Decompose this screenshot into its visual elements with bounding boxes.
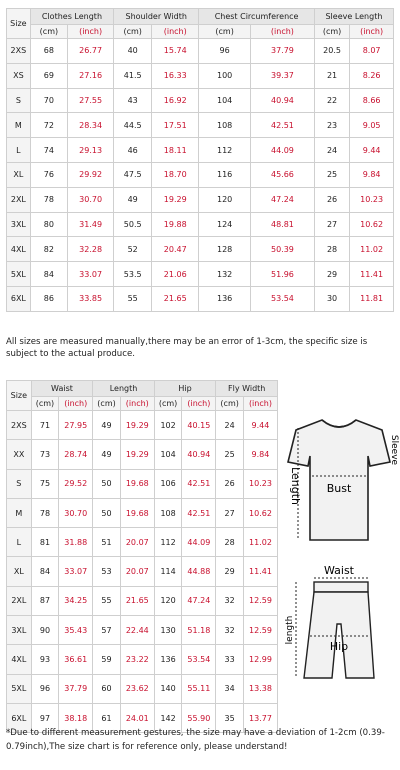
inch-cell: 32.28 bbox=[68, 237, 114, 262]
cm-cell: 24 bbox=[314, 138, 349, 163]
size-cell: S bbox=[7, 88, 31, 113]
inch-cell: 10.23 bbox=[350, 187, 394, 212]
table-row bbox=[7, 674, 278, 703]
inch-cell: 40.94 bbox=[250, 88, 314, 113]
size-cell: 4XL bbox=[7, 237, 31, 262]
table-row bbox=[7, 557, 278, 586]
inch-cell: 15.74 bbox=[152, 39, 199, 64]
inch-cell: 31.49 bbox=[68, 212, 114, 237]
cm-cell: 35 bbox=[216, 703, 244, 732]
group-header: Chest Circumference bbox=[199, 9, 315, 25]
cm-cell: 69 bbox=[30, 63, 67, 88]
cm-cell: 26 bbox=[314, 187, 349, 212]
inch-cell: 27.95 bbox=[59, 411, 93, 440]
inch-cell: 22.44 bbox=[120, 616, 154, 645]
cm-cell: 41.5 bbox=[114, 63, 152, 88]
waist-label: Waist bbox=[323, 564, 355, 577]
cm-cell: 29 bbox=[314, 262, 349, 287]
pants-diagram bbox=[282, 560, 396, 690]
cm-cell: 21 bbox=[314, 63, 349, 88]
cm-cell: 59 bbox=[93, 645, 121, 674]
inch-cell: 8.07 bbox=[350, 39, 394, 64]
cm-cell: 86 bbox=[30, 286, 67, 311]
inch-cell: 40.15 bbox=[182, 411, 216, 440]
cm-cell: 34 bbox=[216, 674, 244, 703]
cm-cell: 28 bbox=[216, 528, 244, 557]
cm-cell: 44.5 bbox=[114, 113, 152, 138]
cm-cell: 53.5 bbox=[114, 262, 152, 287]
cm-cell: 51 bbox=[93, 528, 121, 557]
inch-cell: 28.74 bbox=[59, 440, 93, 469]
cm-cell: 30 bbox=[314, 286, 349, 311]
table-row bbox=[7, 39, 394, 64]
cm-cell: 50 bbox=[93, 498, 121, 527]
inch-cell: 9.84 bbox=[243, 440, 277, 469]
shirt-length-label: Length bbox=[289, 467, 302, 505]
table-row bbox=[7, 528, 278, 557]
inch-cell: 9.84 bbox=[350, 162, 394, 187]
cm-cell: 78 bbox=[31, 498, 59, 527]
cm-cell: 78 bbox=[30, 187, 67, 212]
inch-cell: 53.54 bbox=[182, 645, 216, 674]
table-row bbox=[7, 138, 394, 163]
shirt-diagram bbox=[282, 412, 399, 556]
inch-cell: 37.79 bbox=[59, 674, 93, 703]
cm-cell: 40 bbox=[114, 39, 152, 64]
inch-cell: 55.90 bbox=[182, 703, 216, 732]
unit-inch: (inch) bbox=[250, 25, 314, 39]
cm-cell: 23 bbox=[314, 113, 349, 138]
bottom-size-table bbox=[6, 380, 278, 733]
measurement-note: All sizes are measured manually,there may be an error of 1-3cm, the specific size is subject to the actual produce. bbox=[6, 337, 368, 359]
inch-cell: 13.77 bbox=[243, 703, 277, 732]
inch-cell: 36.61 bbox=[59, 645, 93, 674]
cm-cell: 93 bbox=[31, 645, 59, 674]
inch-cell: 23.22 bbox=[120, 645, 154, 674]
cm-cell: 112 bbox=[154, 528, 182, 557]
inch-cell: 51.96 bbox=[250, 262, 314, 287]
cm-cell: 26 bbox=[216, 469, 244, 498]
cm-cell: 108 bbox=[199, 113, 251, 138]
unit-inch: (inch) bbox=[68, 25, 114, 39]
table-row bbox=[7, 63, 394, 88]
unit-inch: (inch) bbox=[182, 397, 216, 411]
inch-cell: 21.06 bbox=[152, 262, 199, 287]
table-row bbox=[7, 262, 394, 287]
size-cell: XS bbox=[7, 63, 31, 88]
inch-cell: 42.51 bbox=[182, 498, 216, 527]
unit-cm: (cm) bbox=[199, 25, 251, 39]
cm-cell: 112 bbox=[199, 138, 251, 163]
cm-cell: 114 bbox=[154, 557, 182, 586]
table-row bbox=[7, 88, 394, 113]
size-header: Size bbox=[7, 381, 32, 411]
inch-cell: 13.38 bbox=[243, 674, 277, 703]
size-cell: 2XS bbox=[7, 411, 32, 440]
cm-cell: 22 bbox=[314, 88, 349, 113]
size-cell: S bbox=[7, 469, 32, 498]
inch-cell: 33.07 bbox=[68, 262, 114, 287]
cm-cell: 49 bbox=[114, 187, 152, 212]
size-cell: 2XL bbox=[7, 187, 31, 212]
inch-cell: 20.07 bbox=[120, 557, 154, 586]
inch-cell: 12.59 bbox=[243, 616, 277, 645]
inch-cell: 55.11 bbox=[182, 674, 216, 703]
table-row bbox=[7, 440, 278, 469]
size-cell: 5XL bbox=[7, 674, 32, 703]
inch-cell: 10.62 bbox=[243, 498, 277, 527]
size-cell: 2XS bbox=[7, 39, 31, 64]
cm-cell: 80 bbox=[30, 212, 67, 237]
inch-cell: 30.70 bbox=[59, 498, 93, 527]
inch-cell: 19.29 bbox=[120, 411, 154, 440]
table-row bbox=[7, 212, 394, 237]
unit-row bbox=[7, 397, 278, 411]
inch-cell: 20.47 bbox=[152, 237, 199, 262]
table-row bbox=[7, 616, 278, 645]
inch-cell: 9.05 bbox=[350, 113, 394, 138]
cm-cell: 57 bbox=[93, 616, 121, 645]
size-cell: 2XL bbox=[7, 586, 32, 615]
size-cell: M bbox=[7, 498, 32, 527]
inch-cell: 47.24 bbox=[250, 187, 314, 212]
cm-cell: 32 bbox=[216, 616, 244, 645]
inch-cell: 35.43 bbox=[59, 616, 93, 645]
inch-cell: 12.99 bbox=[243, 645, 277, 674]
cm-cell: 120 bbox=[199, 187, 251, 212]
cm-cell: 61 bbox=[93, 703, 121, 732]
header-row bbox=[7, 9, 394, 25]
group-header: Sleeve Length bbox=[314, 9, 393, 25]
table-row bbox=[7, 113, 394, 138]
inch-cell: 29.52 bbox=[59, 469, 93, 498]
cm-cell: 102 bbox=[154, 411, 182, 440]
cm-cell: 100 bbox=[199, 63, 251, 88]
cm-cell: 24 bbox=[216, 411, 244, 440]
bust-label: Bust bbox=[326, 482, 352, 495]
cm-cell: 46 bbox=[114, 138, 152, 163]
inch-cell: 31.88 bbox=[59, 528, 93, 557]
cm-cell: 76 bbox=[30, 162, 67, 187]
cm-cell: 50.5 bbox=[114, 212, 152, 237]
inch-cell: 19.68 bbox=[120, 498, 154, 527]
unit-cm: (cm) bbox=[93, 397, 121, 411]
cm-cell: 97 bbox=[31, 703, 59, 732]
cm-cell: 33 bbox=[216, 645, 244, 674]
table-row bbox=[7, 411, 278, 440]
cm-cell: 55 bbox=[93, 586, 121, 615]
size-cell: 3XL bbox=[7, 616, 32, 645]
cm-cell: 60 bbox=[93, 674, 121, 703]
cm-cell: 84 bbox=[31, 557, 59, 586]
inch-cell: 37.79 bbox=[250, 39, 314, 64]
table-row bbox=[7, 469, 278, 498]
unit-inch: (inch) bbox=[152, 25, 199, 39]
sleeve-label: Sleeve bbox=[389, 434, 399, 466]
cm-cell: 74 bbox=[30, 138, 67, 163]
cm-cell: 75 bbox=[31, 469, 59, 498]
inch-cell: 44.88 bbox=[182, 557, 216, 586]
inch-cell: 53.54 bbox=[250, 286, 314, 311]
inch-cell: 10.23 bbox=[243, 469, 277, 498]
inch-cell: 19.29 bbox=[152, 187, 199, 212]
inch-cell: 8.26 bbox=[350, 63, 394, 88]
inch-cell: 21.65 bbox=[152, 286, 199, 311]
pants-length-label: length bbox=[285, 615, 295, 645]
cm-cell: 43 bbox=[114, 88, 152, 113]
size-header: Size bbox=[7, 9, 31, 39]
inch-cell: 11.41 bbox=[243, 557, 277, 586]
cm-cell: 27 bbox=[216, 498, 244, 527]
cm-cell: 96 bbox=[199, 39, 251, 64]
cm-cell: 82 bbox=[30, 237, 67, 262]
cm-cell: 68 bbox=[30, 39, 67, 64]
cm-cell: 29 bbox=[216, 557, 244, 586]
cm-cell: 73 bbox=[31, 440, 59, 469]
pants-outline bbox=[304, 592, 374, 678]
cm-cell: 87 bbox=[31, 586, 59, 615]
cm-cell: 136 bbox=[154, 645, 182, 674]
inch-cell: 12.59 bbox=[243, 586, 277, 615]
cm-cell: 96 bbox=[31, 674, 59, 703]
inch-cell: 11.81 bbox=[350, 286, 394, 311]
cm-cell: 104 bbox=[154, 440, 182, 469]
unit-inch: (inch) bbox=[59, 397, 93, 411]
cm-cell: 71 bbox=[31, 411, 59, 440]
size-cell: 5XL bbox=[7, 262, 31, 287]
cm-cell: 116 bbox=[199, 162, 251, 187]
inch-cell: 45.66 bbox=[250, 162, 314, 187]
inch-cell: 30.70 bbox=[68, 187, 114, 212]
inch-cell: 11.02 bbox=[350, 237, 394, 262]
group-header: Clothes Length bbox=[30, 9, 113, 25]
group-header: Shoulder Width bbox=[114, 9, 199, 25]
inch-cell: 11.41 bbox=[350, 262, 394, 287]
inch-cell: 10.62 bbox=[350, 212, 394, 237]
inch-cell: 33.85 bbox=[68, 286, 114, 311]
inch-cell: 29.13 bbox=[68, 138, 114, 163]
inch-cell: 24.01 bbox=[120, 703, 154, 732]
size-cell: 6XL bbox=[7, 703, 32, 732]
header-row bbox=[7, 381, 278, 397]
inch-cell: 26.77 bbox=[68, 39, 114, 64]
inch-cell: 27.16 bbox=[68, 63, 114, 88]
size-cell: 6XL bbox=[7, 286, 31, 311]
cm-cell: 49 bbox=[93, 440, 121, 469]
inch-cell: 16.33 bbox=[152, 63, 199, 88]
size-cell: L bbox=[7, 528, 32, 557]
deviation-note: *Due to different measurement gestures, the size may have a deviation of 1-2cm (0.39-0.79inch),The size chart is for reference only, please understand! bbox=[6, 728, 385, 752]
inch-cell: 48.81 bbox=[250, 212, 314, 237]
inch-cell: 33.07 bbox=[59, 557, 93, 586]
unit-inch: (inch) bbox=[350, 25, 394, 39]
cm-cell: 53 bbox=[93, 557, 121, 586]
unit-inch: (inch) bbox=[243, 397, 277, 411]
hip-label: Hip bbox=[329, 640, 349, 653]
cm-cell: 50 bbox=[93, 469, 121, 498]
inch-cell: 19.88 bbox=[152, 212, 199, 237]
size-cell: XL bbox=[7, 557, 32, 586]
cm-cell: 49 bbox=[93, 411, 121, 440]
inch-cell: 21.65 bbox=[120, 586, 154, 615]
cm-cell: 81 bbox=[31, 528, 59, 557]
cm-cell: 106 bbox=[154, 469, 182, 498]
table-row bbox=[7, 162, 394, 187]
inch-cell: 38.18 bbox=[59, 703, 93, 732]
cm-cell: 108 bbox=[154, 498, 182, 527]
cm-cell: 28 bbox=[314, 237, 349, 262]
inch-cell: 18.11 bbox=[152, 138, 199, 163]
inch-cell: 34.25 bbox=[59, 586, 93, 615]
inch-cell: 17.51 bbox=[152, 113, 199, 138]
inch-cell: 11.02 bbox=[243, 528, 277, 557]
cm-cell: 130 bbox=[154, 616, 182, 645]
unit-inch: (inch) bbox=[120, 397, 154, 411]
size-cell: M bbox=[7, 113, 31, 138]
cm-cell: 124 bbox=[199, 212, 251, 237]
inch-cell: 16.92 bbox=[152, 88, 199, 113]
size-cell: XL bbox=[7, 162, 31, 187]
table-row bbox=[7, 187, 394, 212]
cm-cell: 32 bbox=[216, 586, 244, 615]
inch-cell: 19.29 bbox=[120, 440, 154, 469]
inch-cell: 8.66 bbox=[350, 88, 394, 113]
inch-cell: 51.18 bbox=[182, 616, 216, 645]
unit-cm: (cm) bbox=[30, 25, 67, 39]
unit-cm: (cm) bbox=[216, 397, 244, 411]
unit-cm: (cm) bbox=[114, 25, 152, 39]
unit-cm: (cm) bbox=[314, 25, 349, 39]
group-header: Length bbox=[93, 381, 155, 397]
cm-cell: 20.5 bbox=[314, 39, 349, 64]
cm-cell: 27 bbox=[314, 212, 349, 237]
size-cell: L bbox=[7, 138, 31, 163]
group-header: Fly Width bbox=[216, 381, 278, 397]
size-cell: 4XL bbox=[7, 645, 32, 674]
table-row bbox=[7, 237, 394, 262]
size-cell: XX bbox=[7, 440, 32, 469]
inch-cell: 29.92 bbox=[68, 162, 114, 187]
table-row bbox=[7, 286, 394, 311]
cm-cell: 47.5 bbox=[114, 162, 152, 187]
top-size-table bbox=[6, 8, 394, 312]
unit-row bbox=[7, 25, 394, 39]
inch-cell: 39.37 bbox=[250, 63, 314, 88]
cm-cell: 128 bbox=[199, 237, 251, 262]
inch-cell: 9.44 bbox=[243, 411, 277, 440]
cm-cell: 72 bbox=[30, 113, 67, 138]
inch-cell: 18.70 bbox=[152, 162, 199, 187]
cm-cell: 104 bbox=[199, 88, 251, 113]
inch-cell: 20.07 bbox=[120, 528, 154, 557]
cm-cell: 25 bbox=[216, 440, 244, 469]
cm-cell: 140 bbox=[154, 674, 182, 703]
inch-cell: 44.09 bbox=[182, 528, 216, 557]
inch-cell: 42.51 bbox=[182, 469, 216, 498]
inch-cell: 27.55 bbox=[68, 88, 114, 113]
cm-cell: 136 bbox=[199, 286, 251, 311]
inch-cell: 19.68 bbox=[120, 469, 154, 498]
cm-cell: 132 bbox=[199, 262, 251, 287]
unit-cm: (cm) bbox=[154, 397, 182, 411]
table-row bbox=[7, 645, 278, 674]
cm-cell: 55 bbox=[114, 286, 152, 311]
cm-cell: 25 bbox=[314, 162, 349, 187]
shirt-outline bbox=[288, 420, 390, 540]
table-row bbox=[7, 586, 278, 615]
cm-cell: 84 bbox=[30, 262, 67, 287]
inch-cell: 9.44 bbox=[350, 138, 394, 163]
cm-cell: 120 bbox=[154, 586, 182, 615]
cm-cell: 52 bbox=[114, 237, 152, 262]
group-header: Hip bbox=[154, 381, 216, 397]
inch-cell: 50.39 bbox=[250, 237, 314, 262]
group-header: Waist bbox=[31, 381, 93, 397]
cm-cell: 142 bbox=[154, 703, 182, 732]
cm-cell: 70 bbox=[30, 88, 67, 113]
inch-cell: 42.51 bbox=[250, 113, 314, 138]
inch-cell: 40.94 bbox=[182, 440, 216, 469]
inch-cell: 47.24 bbox=[182, 586, 216, 615]
cm-cell: 90 bbox=[31, 616, 59, 645]
inch-cell: 28.34 bbox=[68, 113, 114, 138]
unit-cm: (cm) bbox=[31, 397, 59, 411]
inch-cell: 23.62 bbox=[120, 674, 154, 703]
inch-cell: 44.09 bbox=[250, 138, 314, 163]
size-cell: 3XL bbox=[7, 212, 31, 237]
table-row bbox=[7, 498, 278, 527]
